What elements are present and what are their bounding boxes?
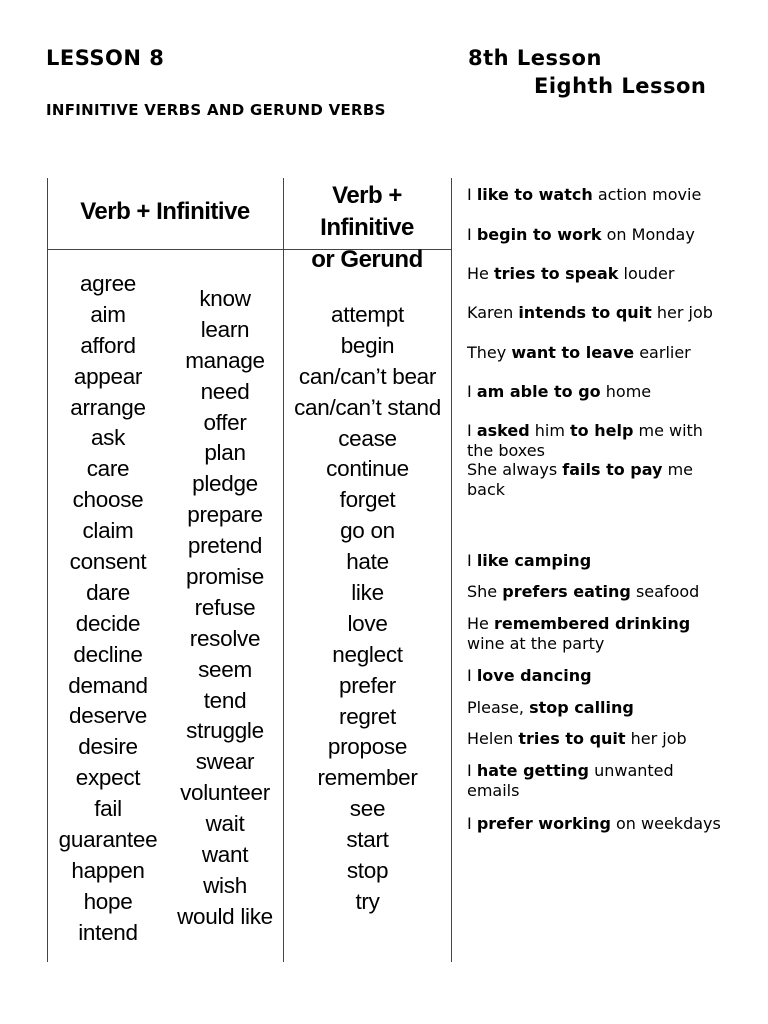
verb-item: arrange bbox=[70, 394, 146, 420]
example-sentence bbox=[467, 303, 729, 323]
sentence-text: He bbox=[467, 614, 494, 633]
page-subtitle: INFINITIVE VERBS AND GERUND VERBS bbox=[46, 101, 386, 119]
table-left-border bbox=[47, 178, 48, 962]
verb-item: want bbox=[201, 842, 249, 868]
verb-item: can/can’t bear bbox=[298, 363, 437, 389]
verb-item: cease bbox=[338, 425, 397, 451]
sentence-text: I bbox=[467, 382, 477, 401]
verb-item: promise bbox=[186, 564, 264, 590]
verb-item: dare bbox=[86, 579, 130, 605]
highlighted-verb: prefers eating bbox=[502, 582, 631, 601]
example-sentence bbox=[467, 729, 729, 749]
verb-item: desire bbox=[78, 734, 138, 760]
sentence-text: I bbox=[467, 666, 477, 685]
sentence-text: unwanted emails bbox=[467, 761, 674, 800]
verb-item: prepare bbox=[187, 502, 263, 528]
verb-item: can/can’t stand bbox=[294, 394, 441, 420]
highlighted-verb: begin to work bbox=[476, 225, 602, 244]
highlighted-verb: love dancing bbox=[476, 666, 592, 685]
verb-item: consent bbox=[69, 549, 147, 575]
highlighted-verb: am able to go bbox=[476, 382, 601, 401]
sentence-text: I bbox=[467, 761, 477, 780]
example-sentence bbox=[467, 225, 729, 245]
verb-item: plan bbox=[204, 440, 246, 466]
verb-item: stop bbox=[346, 858, 389, 884]
sentence-text: Please, bbox=[467, 698, 530, 717]
highlighted-verb: fails to pay bbox=[562, 460, 663, 479]
infinitive-or-gerund-column bbox=[284, 300, 451, 918]
verb-item: know bbox=[199, 286, 251, 311]
highlighted-verb: like to watch bbox=[476, 185, 593, 204]
verb-item: start bbox=[346, 827, 389, 853]
example-sentence bbox=[467, 460, 729, 500]
verb-item: agree bbox=[79, 271, 137, 296]
highlighted-verb: intends to quit bbox=[518, 303, 652, 322]
verb-item: offer bbox=[203, 409, 247, 435]
verb-item: fail bbox=[94, 796, 122, 822]
header-verb-infinitive: Verb + Infinitive bbox=[80, 198, 250, 225]
example-sentence bbox=[467, 551, 729, 571]
highlighted-verb: want to leave bbox=[511, 343, 635, 362]
verb-item: demand bbox=[68, 672, 148, 698]
example-sentence bbox=[467, 185, 729, 205]
verb-item: decline bbox=[73, 641, 143, 667]
verb-item: ask bbox=[90, 425, 126, 451]
verb-item: hate bbox=[346, 549, 389, 575]
example-sentence bbox=[467, 421, 729, 461]
header-line-1: Verb + Infinitive bbox=[320, 182, 414, 241]
sentence-text: him bbox=[529, 421, 570, 440]
sentence-text: seafood bbox=[630, 582, 700, 601]
example-sentence bbox=[467, 382, 729, 402]
sentence-text: on Monday bbox=[601, 225, 695, 244]
sentence-text: her job bbox=[651, 303, 713, 322]
verb-item: prefer bbox=[339, 672, 396, 698]
verb-item: swear bbox=[195, 749, 255, 775]
verb-item: tend bbox=[203, 687, 247, 713]
lesson-title: LESSON 8 bbox=[46, 46, 165, 70]
sentence-text: home bbox=[600, 382, 652, 401]
verb-item: happen bbox=[71, 857, 145, 883]
verb-item: choose bbox=[72, 487, 144, 513]
example-sentence bbox=[467, 761, 729, 801]
sentence-text: me back bbox=[467, 460, 693, 499]
highlighted-verb: tries to quit bbox=[518, 729, 626, 748]
verb-item: propose bbox=[327, 734, 408, 760]
sentence-text: They bbox=[467, 343, 512, 362]
verb-item: claim bbox=[82, 518, 134, 544]
sentence-text: louder bbox=[618, 264, 675, 283]
verb-item: see bbox=[349, 796, 386, 822]
verb-item: aim bbox=[90, 301, 126, 327]
sentence-text: wine at the party bbox=[467, 634, 605, 653]
verb-item: appear bbox=[73, 363, 143, 389]
example-sentence bbox=[467, 814, 729, 834]
verb-item: deserve bbox=[69, 703, 147, 729]
highlighted-verb: asked bbox=[476, 421, 530, 440]
highlighted-verb: hate getting bbox=[476, 761, 589, 780]
sentence-text: me with the boxes bbox=[467, 421, 703, 460]
infinitive-column-2 bbox=[167, 284, 283, 933]
example-sentence bbox=[467, 582, 729, 602]
lesson-word-title: Eighth Lesson bbox=[534, 74, 707, 98]
verb-item: begin bbox=[340, 332, 395, 358]
sentence-text: her job bbox=[625, 729, 687, 748]
highlighted-verb: tries to speak bbox=[493, 264, 619, 283]
verb-item: manage bbox=[185, 347, 265, 373]
verb-item: remember bbox=[317, 765, 418, 791]
verb-item: neglect bbox=[332, 641, 403, 667]
verb-item: regret bbox=[339, 703, 396, 729]
verb-table bbox=[47, 178, 451, 962]
verb-item: expect bbox=[75, 765, 141, 791]
example-sentence bbox=[467, 264, 729, 284]
verb-item: volunteer bbox=[180, 780, 270, 806]
sentence-text: action movie bbox=[592, 185, 702, 204]
verb-item: struggle bbox=[186, 718, 264, 744]
sentence-text: She bbox=[467, 582, 503, 601]
verb-item: afford bbox=[80, 332, 136, 358]
verb-item: intend bbox=[78, 919, 138, 945]
table-right-border bbox=[451, 178, 452, 962]
verb-item: pretend bbox=[187, 533, 263, 559]
verb-item: need bbox=[200, 378, 250, 404]
verb-item: care bbox=[86, 456, 130, 482]
sentence-text: He bbox=[467, 264, 494, 283]
verb-item: forget bbox=[339, 487, 396, 513]
sentence-text: I bbox=[467, 814, 477, 833]
verb-item: pledge bbox=[192, 471, 258, 497]
verb-item: would like bbox=[177, 903, 273, 929]
verb-item: decide bbox=[75, 610, 141, 636]
verb-item: love bbox=[347, 610, 388, 636]
verb-item: wait bbox=[205, 811, 245, 837]
sentence-text: I bbox=[467, 185, 477, 204]
sentence-text: I bbox=[467, 551, 477, 570]
verb-item: resolve bbox=[189, 625, 261, 651]
example-sentence bbox=[467, 666, 729, 686]
verb-item: attempt bbox=[331, 302, 404, 327]
sentence-text: I bbox=[467, 421, 477, 440]
verb-item: wish bbox=[203, 872, 247, 898]
verb-item: try bbox=[355, 888, 380, 914]
infinitive-column-1 bbox=[49, 269, 167, 949]
example-sentence bbox=[467, 343, 729, 363]
verb-item: learn bbox=[200, 316, 250, 342]
lesson-ordinal-title: 8th Lesson bbox=[468, 46, 602, 70]
sentence-text: earlier bbox=[634, 343, 691, 362]
sentence-text: She always bbox=[467, 460, 563, 479]
verb-item: hope bbox=[83, 888, 133, 914]
verb-item: like bbox=[351, 580, 384, 606]
verb-item: continue bbox=[326, 456, 409, 482]
header-line-2: or Gerund bbox=[311, 246, 423, 273]
example-sentence bbox=[467, 698, 729, 718]
sentence-text: I bbox=[467, 225, 477, 244]
example-sentence bbox=[467, 614, 729, 654]
sentence-text: Karen bbox=[467, 303, 519, 322]
highlighted-verb: stop calling bbox=[529, 698, 634, 717]
header-verb-infinitive-or-gerund bbox=[283, 180, 451, 276]
verb-item: go on bbox=[340, 518, 395, 544]
highlighted-verb: remembered drinking bbox=[493, 614, 691, 633]
sentence-text: on weekdays bbox=[610, 814, 721, 833]
highlighted-verb: like camping bbox=[476, 551, 592, 570]
highlighted-verb: prefer working bbox=[476, 814, 611, 833]
highlighted-verb: to help bbox=[570, 421, 634, 440]
sentence-text: Helen bbox=[467, 729, 519, 748]
verb-item: seem bbox=[198, 656, 252, 682]
verb-item: refuse bbox=[194, 594, 256, 620]
verb-item: guarantee bbox=[58, 827, 158, 853]
